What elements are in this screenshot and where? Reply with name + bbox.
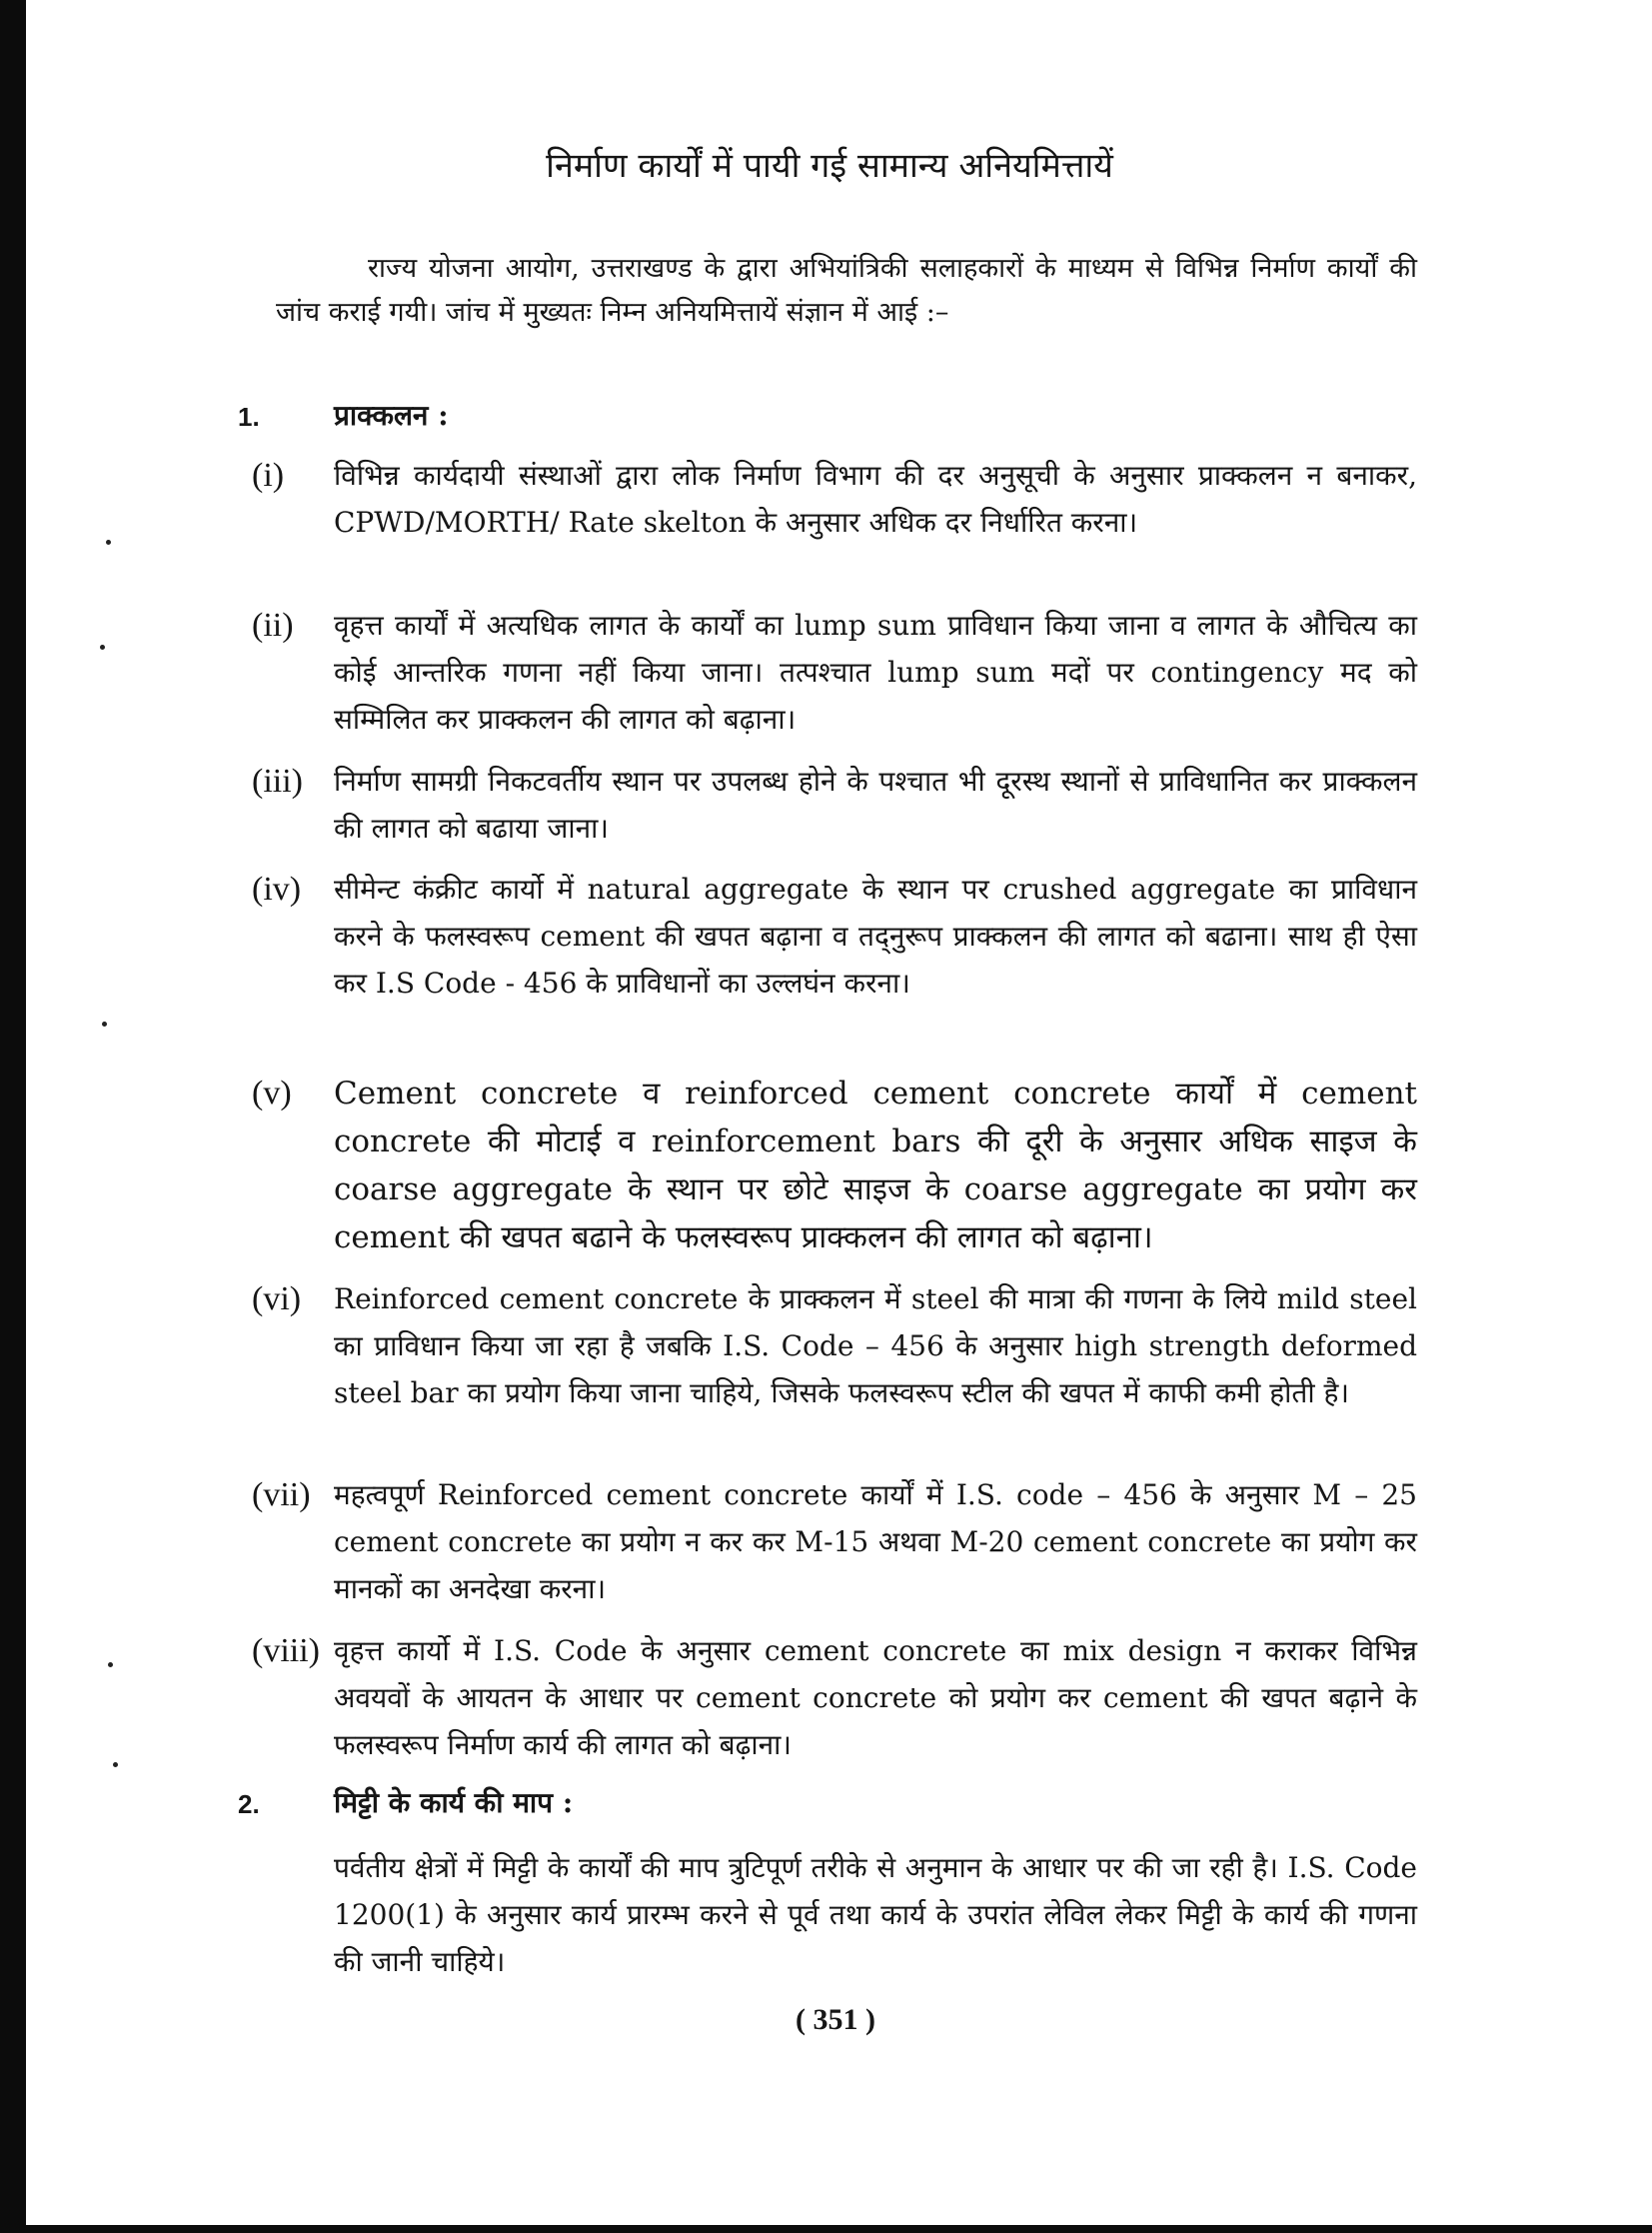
item-number: (v)	[252, 1075, 292, 1112]
scan-border-bottom	[0, 2225, 1652, 2233]
item-number: (ii)	[252, 607, 294, 644]
scan-speck	[102, 1022, 107, 1027]
scan-speck	[100, 645, 105, 650]
section-heading: मिट्टी के कार्य की माप :	[334, 1786, 574, 1819]
item-number: (i)	[252, 457, 285, 494]
section-paragraph: पर्वतीय क्षेत्रों में मिट्टी के कार्यों की माप त्रुटिपूर्ण तरीके से अनुमान के आधार पर की जा रही है। I.S. Code 1200(1) के अनुसार कार्य प्रारम्भ करने से पूर्व तथा कार्य के उपरांत लेविल लेकर मिट्टी के कार्य की गणना की जानी चाहिये।	[334, 1851, 1417, 1978]
item-text: Reinforced cement concrete के प्राक्कलन में steel की मात्रा की गणना के लिये mild steel का प्राविधान किया जा रहा है जबकि I.S. Code – 456 के अनुसार high strength deformed steel bar का प्रयोग किया जाना चाहिये, जिसके फलस्वरूप स्टील की खपत में काफी कमी होती है।	[334, 1282, 1417, 1409]
item-text: Cement concrete व reinforced cement concrete कार्यों में cement concrete की मोटाई व reinforcement bars की दूरी के अनुसार अधिक साइज के coarse aggregate के स्थान पर छोटे साइज के coarse aggregate का प्रयोग कर cement की खपत बढाने के फलस्वरूप प्राक्कलन की लागत को बढ़ाना।	[334, 1076, 1417, 1255]
item-text: महत्वपूर्ण Reinforced cement concrete कार्यों में I.S. code – 456 के अनुसार M – 25 cement concrete का प्रयोग न कर कर M-15 अथवा M-20 cement concrete का प्रयोग कर मानकों का अनदेखा करना।	[334, 1478, 1417, 1605]
item-text: सीमेन्ट कंक्रीट कार्यो में natural aggregate के स्थान पर crushed aggregate का प्राविधान करने के फलस्वरूप cement की खपत बढ़ाना व तद्नुरूप प्राक्कलन की लागत को बढाना। साथ ही ऐसा कर I.S Code - 456 के प्राविधानों का उल्लघंन करना।	[334, 873, 1417, 1000]
page-title: निर्माण कार्यों में पायी गई सामान्य अनियमित्तायें	[546, 146, 1113, 186]
item-number: (iii)	[252, 763, 303, 800]
section-number: 1.	[238, 402, 260, 432]
page-number: ( 351 )	[796, 2003, 875, 2036]
scan-speck	[108, 1662, 113, 1667]
scan-speck	[106, 540, 111, 545]
item-text: वृहत्त कार्यों में अत्यधिक लागत के कार्यों का lump sum प्राविधान किया जाना व लागत के औचित्य का कोई आन्तरिक गणना नहीं किया जाना। तत्पश्चात lump sum मदों पर contingency मद को सम्मिलित कर प्राक्कलन की लागत को बढ़ाना।	[334, 609, 1417, 736]
item-number: (vii)	[252, 1476, 311, 1513]
item-number: (iv)	[252, 871, 302, 908]
item-number: (vi)	[252, 1280, 302, 1317]
section-number: 2.	[238, 1789, 260, 1819]
scan-border	[0, 0, 26, 2233]
intro-paragraph: राज्य योजना आयोग, उत्तराखण्ड के द्वारा अभियांत्रिकी सलाहकारों के माध्यम से विभिन्न निर्माण कार्यों की जांच कराई गयी। जांच में मुख्यतः निम्न अनियमित्तायें संज्ञान में आई :–	[276, 253, 1417, 328]
item-text: वृहत्त कार्यो में I.S. Code के अनुसार cement concrete का mix design न कराकर विभिन्न अवयवों के आयतन के आधार पर cement concrete को प्रयोग कर cement की खपत बढ़ाने के फलस्वरूप निर्माण कार्य की लागत को बढ़ाना।	[334, 1634, 1417, 1761]
item-number: (viii)	[252, 1632, 320, 1669]
scan-speck	[113, 1762, 118, 1767]
section-heading: प्राक्कलन :	[334, 399, 449, 432]
item-text: विभिन्न कार्यदायी संस्थाओं द्वारा लोक निर्माण विभाग की दर अनुसूची के अनुसार प्राक्कलन न बनाकर, CPWD/MORTH/ Rate skelton के अनुसार अधिक दर निर्धारित करना।	[334, 459, 1417, 539]
item-text: निर्माण सामग्री निकटवर्तीय स्थान पर उपलब्ध होने के पश्चात भी दूरस्थ स्थानों से प्राविधानित कर प्राक्कलन की लागत को बढाया जाना।	[334, 765, 1417, 845]
